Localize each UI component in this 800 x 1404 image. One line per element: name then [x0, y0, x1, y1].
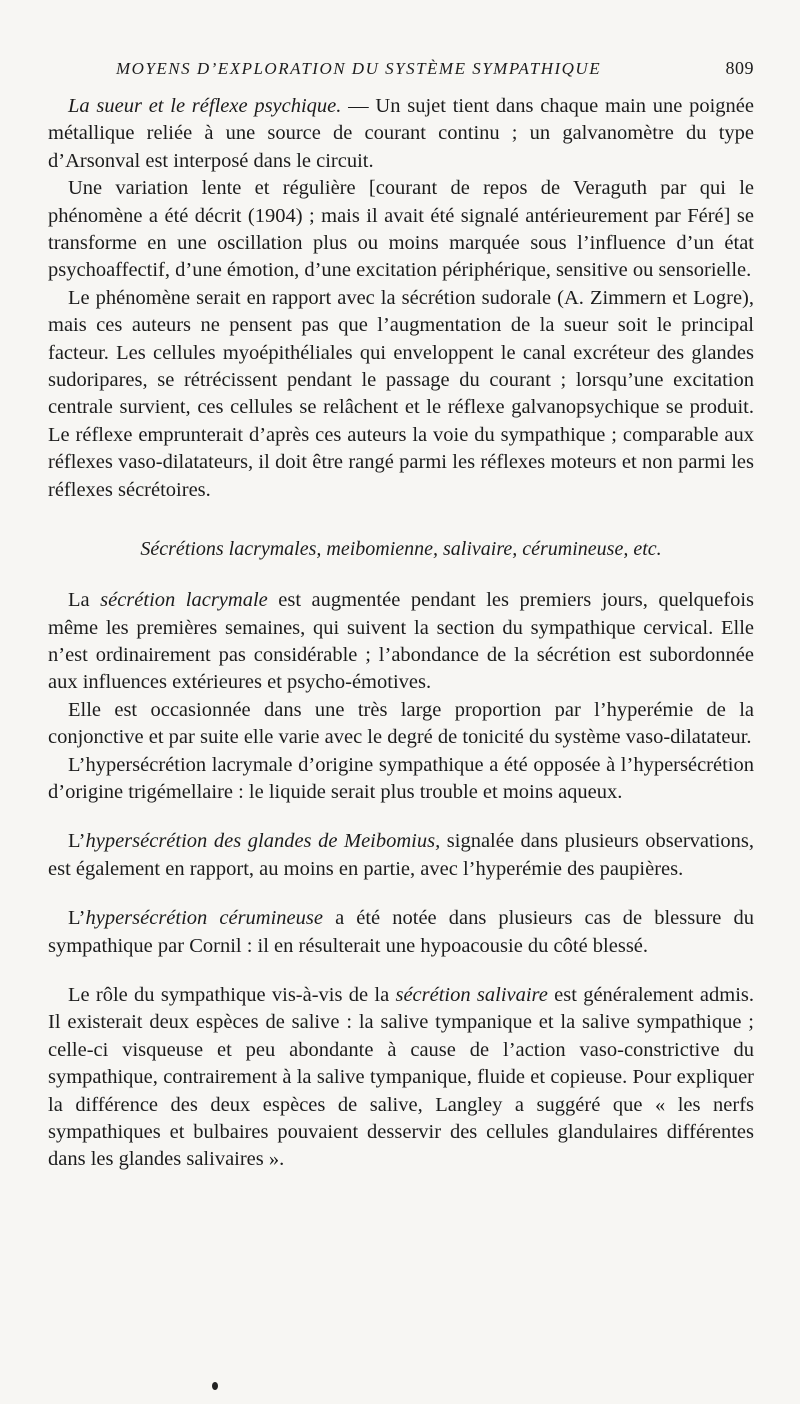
paragraph-meibomius	[48, 828, 754, 883]
section-heading: Sécrétions lacrymales, meibomienne, salivaire, cérumineuse, etc.	[140, 538, 662, 561]
paragraph-sueur	[48, 93, 754, 175]
text-run: a été notée dans plusieurs cas de blessure du sympathique par Cornil : il en résulterait une hypoacousie du côté blessé.	[48, 907, 754, 957]
text-run: est augmentée pendant les premiers jours, quelquefois même les premières semaines, qui suivent la section du sympathique cervical. Elle n’est ordinairement pas considérable ; l’abondance de la sécrétion est subordonnée aux influences extérieures et psycho-émotives.	[48, 589, 754, 694]
paragraph-lead: La sueur et le réflexe psychique.	[68, 95, 342, 117]
paragraph-phenomene: Le phénomène serait en rapport avec la sécrétion sudorale (A. Zimmern et Logre), mais ces auteurs ne pensent pas que l’augmentation de la sueur soit le principal facteur. Les cellules myoépithéliales qui enveloppent le canal excréteur des glandes sudoripares, se rétrécissent pendant le passage du courant ; lorsqu’une excitation centrale survient, ces cellules se relâchent et le réflexe galvanopsychique se produit. Le réflexe emprunterait d’après ces auteurs la voie du sympathique ; comparable aux réflexes vaso-dilatateurs, il doit être rangé parmi les réflexes moteurs et non parmi les réflexes sécrétoires.	[48, 286, 754, 501]
paragraph-hyperemie: Elle est occasionnée dans une très large proportion par l’hyperémie de la conjonctive et par suite elle varie avec le degré de tonicité du système vaso-dilatateur.	[48, 698, 754, 749]
text-run: L’	[68, 830, 86, 853]
text-run: L’	[68, 907, 86, 930]
italic-term: sécrétion salivaire	[395, 983, 548, 1006]
page-number: 809	[725, 58, 754, 78]
paragraph-text: — Un sujet tient dans chaque main une poignée métallique reliée à une source de courant continu ; un galvanomètre du type d’Arsonval est interposé dans le circuit.	[48, 95, 754, 172]
running-header	[48, 58, 754, 79]
paragraph-variation: Une variation lente et régulière [courant de repos de Veraguth par qui le phénomène a été décrit (1904) ; mais il avait été signalé antérieurement par Féré] se transforme en une oscillation plus ou moins marquée sous l’influence d’un état psychoaffectif, d’une émotion, d’une excitation périphérique, sensitive ou sensorielle.	[48, 177, 754, 282]
paragraph-salivaire	[48, 982, 754, 1174]
text-run: est généralement admis. Il existerait deux espèces de salive : la salive tympanique et la salive sympathique ; celle-ci visqueuse et peu abondante à cause de l’action vaso-constrictive du sympathique, contrairement à la salive tympanique, fluide et copieuse. Pour expliquer la différence des deux espèces de salive, Langley a suggéré que « les nerfs sympathiques et bulbaires pouvaient desservir des cellules glandulaires différentes dans les glandes salivaires ».	[48, 983, 754, 1171]
running-title: MOYENS D’EXPLORATION DU SYSTÈME SYMPATHIQUE	[116, 59, 602, 78]
italic-term: hypersécrétion cérumineuse	[85, 907, 323, 930]
text-run: signalée dans plusieurs observations, est également en rapport, au moins en partie, avec l’hyperémie des paupières.	[48, 830, 754, 880]
paragraph-lacrymale	[48, 587, 754, 697]
book-page	[48, 58, 754, 1174]
text-run: Le rôle du sympathique vis-à-vis de la	[68, 983, 396, 1006]
italic-term: sécrétion lacrymale	[100, 589, 268, 612]
ink-speck	[212, 1382, 218, 1390]
italic-term: hypersécrétion des glandes de Meibomius,	[85, 830, 441, 853]
text-run: La	[68, 589, 101, 612]
paragraph-hypersecretion-lacrymale: L’hypersécrétion lacrymale d’origine sympathique a été opposée à l’hypersécrétion d’origine trigémellaire : le liquide serait plus trouble et moins aqueux.	[48, 753, 754, 803]
paragraph-cerumineuse	[48, 905, 754, 960]
